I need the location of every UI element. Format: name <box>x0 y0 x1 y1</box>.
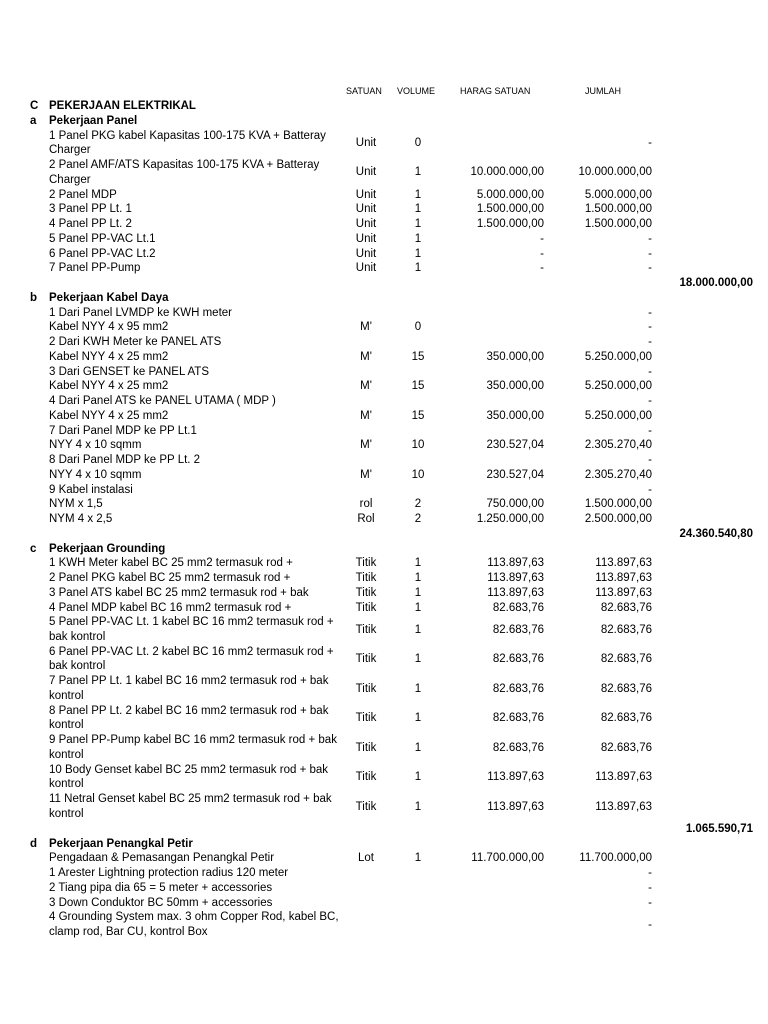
cell-volume: 1 <box>414 712 422 725</box>
item-description: 11 Netral Genset kabel BC 25 mm2 termasuk rod + bak kontrol <box>49 793 332 820</box>
table-row <box>0 306 768 321</box>
item-description: 1 KWH Meter kabel BC 25 mm2 termasuk rod + <box>49 557 293 570</box>
cell-volume: 1 <box>414 601 422 614</box>
section-title: Pekerjaan Grounding <box>49 542 166 555</box>
cell-volume: 1 <box>414 166 422 179</box>
cell-volume: 1 <box>414 586 422 599</box>
table-row <box>0 512 768 527</box>
item-description: 7 Panel PP-Pump <box>49 262 141 275</box>
table-row <box>0 129 768 159</box>
table-row <box>0 188 768 203</box>
cell-jumlah: 5.250.000,00 <box>584 380 652 393</box>
cell-jumlah: - <box>648 336 652 348</box>
cell-satuan: Lot <box>358 852 374 865</box>
table-row <box>0 158 768 188</box>
cell-satuan: Titik <box>355 771 377 784</box>
table-row <box>0 792 768 822</box>
cell-satuan: Unit <box>355 247 377 260</box>
cell-harga-satuan: 82.683,76 <box>492 623 544 636</box>
item-description: 3 Dari GENSET ke PANEL ATS <box>49 365 209 378</box>
cell-satuan: Titik <box>355 557 377 570</box>
cell-jumlah: - <box>648 136 652 149</box>
table-row <box>0 424 768 439</box>
subtotal-value: 18.000.000,00 <box>679 277 753 289</box>
subtotal-row <box>0 276 768 291</box>
cell-satuan: Titik <box>355 653 377 666</box>
cell-jumlah: 113.897,63 <box>595 586 652 599</box>
cell-harga-satuan: - <box>540 262 544 275</box>
cell-volume: 1 <box>414 653 422 666</box>
cell-harga-satuan: 350.000,00 <box>486 350 544 363</box>
cell-volume: 1 <box>414 218 422 230</box>
cell-jumlah: - <box>648 321 652 334</box>
cell-harga-satuan: - <box>540 247 544 260</box>
cell-volume: 10 <box>411 468 425 481</box>
cell-harga-satuan: 750.000,00 <box>486 498 544 511</box>
cell-satuan: rol <box>359 498 373 511</box>
cell-harga-satuan: 230.527,04 <box>486 468 544 481</box>
cell-harga-satuan: 113.897,63 <box>487 771 544 784</box>
cell-jumlah: - <box>648 395 652 407</box>
cell-jumlah: - <box>648 896 652 909</box>
item-description: NYM x 1,5 <box>49 498 103 511</box>
section-row <box>0 99 768 114</box>
cell-volume: 1 <box>414 557 422 570</box>
table-row <box>0 896 768 911</box>
cell-volume: 1 <box>414 262 422 275</box>
table-row <box>0 202 768 217</box>
cell-volume: 1 <box>414 203 422 216</box>
table-row <box>0 468 768 483</box>
cell-volume: 1 <box>414 682 422 695</box>
cell-jumlah: 82.683,76 <box>600 712 652 725</box>
cell-satuan: Titik <box>355 682 377 695</box>
cell-jumlah: 113.897,63 <box>595 800 652 813</box>
cell-satuan: Unit <box>355 188 377 201</box>
cell-volume: 2 <box>414 498 422 511</box>
cell-jumlah: - <box>648 306 652 319</box>
table-row <box>0 379 768 394</box>
table-row <box>0 247 768 262</box>
item-description: 2 Panel AMF/ATS Kapasitas 100-175 KVA + Batteray Charger <box>49 159 320 186</box>
cell-harga-satuan: 5.000.000,00 <box>476 188 544 201</box>
header-jumlah: JUMLAH <box>585 86 622 96</box>
table-row <box>0 438 768 453</box>
cell-harga-satuan: 113.897,63 <box>487 557 544 570</box>
item-description: 9 Panel PP-Pump kabel BC 16 mm2 termasuk rod + bak kontrol <box>49 734 337 761</box>
cell-jumlah: - <box>648 262 652 275</box>
cell-jumlah: - <box>648 424 652 437</box>
section-title: Pekerjaan Panel <box>49 114 138 127</box>
cell-jumlah: - <box>648 232 652 245</box>
cell-jumlah: - <box>648 247 652 260</box>
item-description: 4 Grounding System max. 3 ohm Copper Rod, kabel BC, clamp rod, Bar CU, kontrol Box <box>49 911 339 938</box>
cell-volume: 1 <box>414 741 422 754</box>
item-description: 8 Panel PP Lt. 2 kabel BC 16 mm2 termasuk rod + bak kontrol <box>49 704 329 732</box>
item-description: Pengadaan & Pemasangan Penangkal Petir <box>49 852 275 865</box>
cell-harga-satuan: 82.683,76 <box>492 601 544 614</box>
cell-harga-satuan: 113.897,63 <box>487 572 544 584</box>
item-description: 7 Dari Panel MDP ke PP Lt.1 <box>49 424 197 437</box>
cell-satuan: M' <box>360 350 372 363</box>
section-row <box>0 837 768 852</box>
cell-volume: 1 <box>414 247 422 260</box>
cell-harga-satuan: 82.683,76 <box>492 712 544 725</box>
cell-harga-satuan: 350.000,00 <box>486 409 544 422</box>
table-row <box>0 483 768 498</box>
cell-jumlah: 2.305.270,40 <box>584 439 652 452</box>
cell-volume: 1 <box>414 572 422 584</box>
section-row <box>0 291 768 306</box>
cell-harga-satuan: 1.500.000,00 <box>476 218 544 230</box>
cell-jumlah: 5.250.000,00 <box>584 409 652 422</box>
cell-harga-satuan: 82.683,76 <box>492 682 544 695</box>
item-description: 7 Panel PP Lt. 1 kabel BC 16 mm2 termasuk rod + bak kontrol <box>49 675 329 702</box>
table-row <box>0 556 768 571</box>
cell-volume: 1 <box>414 771 422 784</box>
table-row <box>0 881 768 896</box>
cell-satuan: Unit <box>355 218 377 230</box>
table-row <box>0 704 768 734</box>
item-description: 1 Dari Panel LVMDP ke KWH meter <box>49 306 232 319</box>
cell-harga-satuan: 1.500.000,00 <box>476 203 544 216</box>
cell-harga-satuan: 11.700.000,00 <box>471 852 544 865</box>
cell-harga-satuan: 350.000,00 <box>486 380 544 393</box>
item-description: 3 Down Conduktor BC 50mm + accessories <box>49 896 273 909</box>
cell-volume: 1 <box>414 800 422 813</box>
item-description: 2 Tiang pipa dia 65 = 5 meter + accessories <box>49 881 273 894</box>
item-description: 9 Kabel instalasi <box>49 483 133 496</box>
table-row <box>0 409 768 424</box>
cell-harga-satuan: 10.000.000,00 <box>470 166 544 179</box>
section-title: Pekerjaan Penangkal Petir <box>49 837 193 850</box>
cell-jumlah: - <box>648 867 652 879</box>
table-row <box>0 733 768 763</box>
cell-jumlah: 5.250.000,00 <box>584 350 652 363</box>
cell-satuan: Unit <box>355 262 377 275</box>
item-description: NYM 4 x 2,5 <box>49 513 113 525</box>
table-row <box>0 394 768 409</box>
cell-harga-satuan: 113.897,63 <box>487 800 544 813</box>
table-row <box>0 320 768 335</box>
table-row <box>0 645 768 675</box>
cell-jumlah: - <box>648 483 652 496</box>
cell-satuan: M' <box>360 380 372 393</box>
cell-satuan: Unit <box>355 166 377 179</box>
header-volume: VOLUME <box>397 86 436 96</box>
cell-jumlah: 2.305.270,40 <box>584 468 652 481</box>
cell-volume: 2 <box>414 513 422 525</box>
table-row <box>0 674 768 704</box>
table-row <box>0 365 768 380</box>
item-description: 4 Dari Panel ATS ke PANEL UTAMA ( MDP ) <box>49 395 276 407</box>
cell-satuan: Titik <box>355 712 377 725</box>
cell-jumlah: 113.897,63 <box>595 572 652 584</box>
cell-harga-satuan: - <box>540 232 544 245</box>
cell-jumlah: 82.683,76 <box>600 682 652 695</box>
table-row <box>0 497 768 512</box>
table-row <box>0 232 768 247</box>
cell-jumlah: 1.500.000,00 <box>584 218 652 230</box>
section-row <box>0 542 768 557</box>
section-code: d <box>30 837 38 850</box>
cell-jumlah: 1.500.000,00 <box>584 498 652 511</box>
cell-volume: 0 <box>414 136 422 149</box>
cell-satuan: Titik <box>355 601 377 614</box>
section-code: b <box>30 291 38 304</box>
cell-jumlah: 11.700.000,00 <box>579 852 652 865</box>
cell-satuan: Rol <box>357 513 375 525</box>
table-row <box>0 866 768 881</box>
cell-harga-satuan: 113.897,63 <box>487 586 544 599</box>
cell-satuan: Unit <box>355 232 377 245</box>
cell-jumlah: 113.897,63 <box>595 557 652 570</box>
item-description: 2 Panel PKG kabel BC 25 mm2 termasuk rod + <box>49 572 291 584</box>
cell-harga-satuan: 230.527,04 <box>486 439 544 452</box>
subtotal-value: 24.360.540,80 <box>679 527 753 540</box>
cell-satuan: Titik <box>355 741 377 754</box>
table-row <box>0 453 768 468</box>
item-description: 1 Panel PKG kabel Kapasitas 100-175 KVA + Batteray Charger <box>49 129 326 156</box>
item-description: 3 Panel ATS kabel BC 25 mm2 termasuk rod + bak <box>49 586 309 599</box>
cell-jumlah: 5.000.000,00 <box>584 188 652 201</box>
cell-satuan: Titik <box>355 572 377 584</box>
cell-satuan: Unit <box>355 203 377 216</box>
cell-satuan: Titik <box>355 800 377 813</box>
table-row <box>0 601 768 616</box>
cell-volume: 1 <box>414 188 422 201</box>
table-row <box>0 615 768 645</box>
cell-satuan: M' <box>360 439 372 452</box>
cell-volume: 1 <box>414 232 422 245</box>
cell-harga-satuan: 82.683,76 <box>492 741 544 754</box>
item-description: 4 Panel MDP kabel BC 16 mm2 termasuk rod + <box>49 601 292 614</box>
cell-volume: 10 <box>411 439 425 452</box>
table-row <box>0 335 768 350</box>
table-row <box>0 851 768 866</box>
cell-jumlah: 1.500.000,00 <box>584 203 652 216</box>
subtotal-value: 1.065.590,71 <box>685 822 753 835</box>
cell-satuan: M' <box>360 409 372 422</box>
cell-satuan: M' <box>360 321 372 334</box>
cell-volume: 15 <box>411 409 425 422</box>
item-description: 1 Arester Lightning protection radius 120 meter <box>49 867 289 879</box>
item-description: 6 Panel PP-VAC Lt. 2 kabel BC 16 mm2 termasuk rod + bak kontrol <box>49 645 334 673</box>
section-title: Pekerjaan Kabel Daya <box>49 291 169 304</box>
cell-jumlah: - <box>648 365 652 378</box>
item-description: 10 Body Genset kabel BC 25 mm2 termasuk rod + bak kontrol <box>49 763 329 791</box>
cell-satuan: Titik <box>355 623 377 636</box>
item-description: 5 Panel PP-VAC Lt.1 <box>49 232 156 245</box>
cell-jumlah: 82.683,76 <box>600 623 652 636</box>
cell-jumlah: 82.683,76 <box>600 741 652 754</box>
item-description: Kabel NYY 4 x 95 mm2 <box>49 321 169 334</box>
section-code: c <box>30 542 37 555</box>
item-description: 2 Panel MDP <box>49 188 117 201</box>
cell-volume: 1 <box>414 623 422 636</box>
cell-harga-satuan: 1.250.000,00 <box>476 513 544 525</box>
item-description: Kabel NYY 4 x 25 mm2 <box>49 380 169 393</box>
item-description: 2 Dari KWH Meter ke PANEL ATS <box>49 336 222 348</box>
cell-jumlah: 82.683,76 <box>600 653 652 666</box>
header-harga-satuan: HARAG SATUAN <box>460 86 531 96</box>
cell-jumlah: - <box>648 918 652 931</box>
item-description: 6 Panel PP-VAC Lt.2 <box>49 247 156 260</box>
cell-harga-satuan: 82.683,76 <box>492 653 544 666</box>
item-description: NYY 4 x 10 sqmm <box>49 468 142 481</box>
table-row <box>0 910 768 940</box>
section-title: PEKERJAAN ELEKTRIKAL <box>49 100 196 112</box>
cell-volume: 1 <box>414 852 422 865</box>
cell-volume: 0 <box>414 321 422 334</box>
item-description: 5 Panel PP-VAC Lt. 1 kabel BC 16 mm2 termasuk rod + bak kontrol <box>49 616 334 643</box>
cell-volume: 15 <box>411 350 425 363</box>
cell-satuan: M' <box>360 468 372 481</box>
cell-jumlah: - <box>648 454 652 466</box>
cell-jumlah: - <box>648 881 652 894</box>
section-code: a <box>30 114 37 127</box>
item-description: Kabel NYY 4 x 25 mm2 <box>49 409 169 422</box>
item-description: Kabel NYY 4 x 25 mm2 <box>49 350 169 363</box>
table-row <box>0 763 768 793</box>
subtotal-row <box>0 527 768 542</box>
cell-jumlah: 2.500.000,00 <box>584 513 652 525</box>
table-row <box>0 571 768 586</box>
item-description: 4 Panel PP Lt. 2 <box>49 218 132 230</box>
item-description: 8 Dari Panel MDP ke PP Lt. 2 <box>49 454 201 466</box>
cell-jumlah: 10.000.000,00 <box>578 166 652 179</box>
item-description: 3 Panel PP Lt. 1 <box>49 203 132 216</box>
table-row <box>0 217 768 232</box>
cell-satuan: Titik <box>355 586 377 599</box>
section-code: C <box>30 100 39 112</box>
table-row <box>0 261 768 276</box>
cell-jumlah: 82.683,76 <box>600 601 652 614</box>
table-row <box>0 586 768 601</box>
subtotal-row <box>0 822 768 837</box>
cell-jumlah: 113.897,63 <box>595 771 652 784</box>
cell-volume: 15 <box>411 380 425 393</box>
cell-satuan: Unit <box>355 136 377 149</box>
item-description: NYY 4 x 10 sqmm <box>49 439 142 452</box>
header-satuan: SATUAN <box>346 86 382 96</box>
table-row <box>0 350 768 365</box>
section-row <box>0 114 768 129</box>
